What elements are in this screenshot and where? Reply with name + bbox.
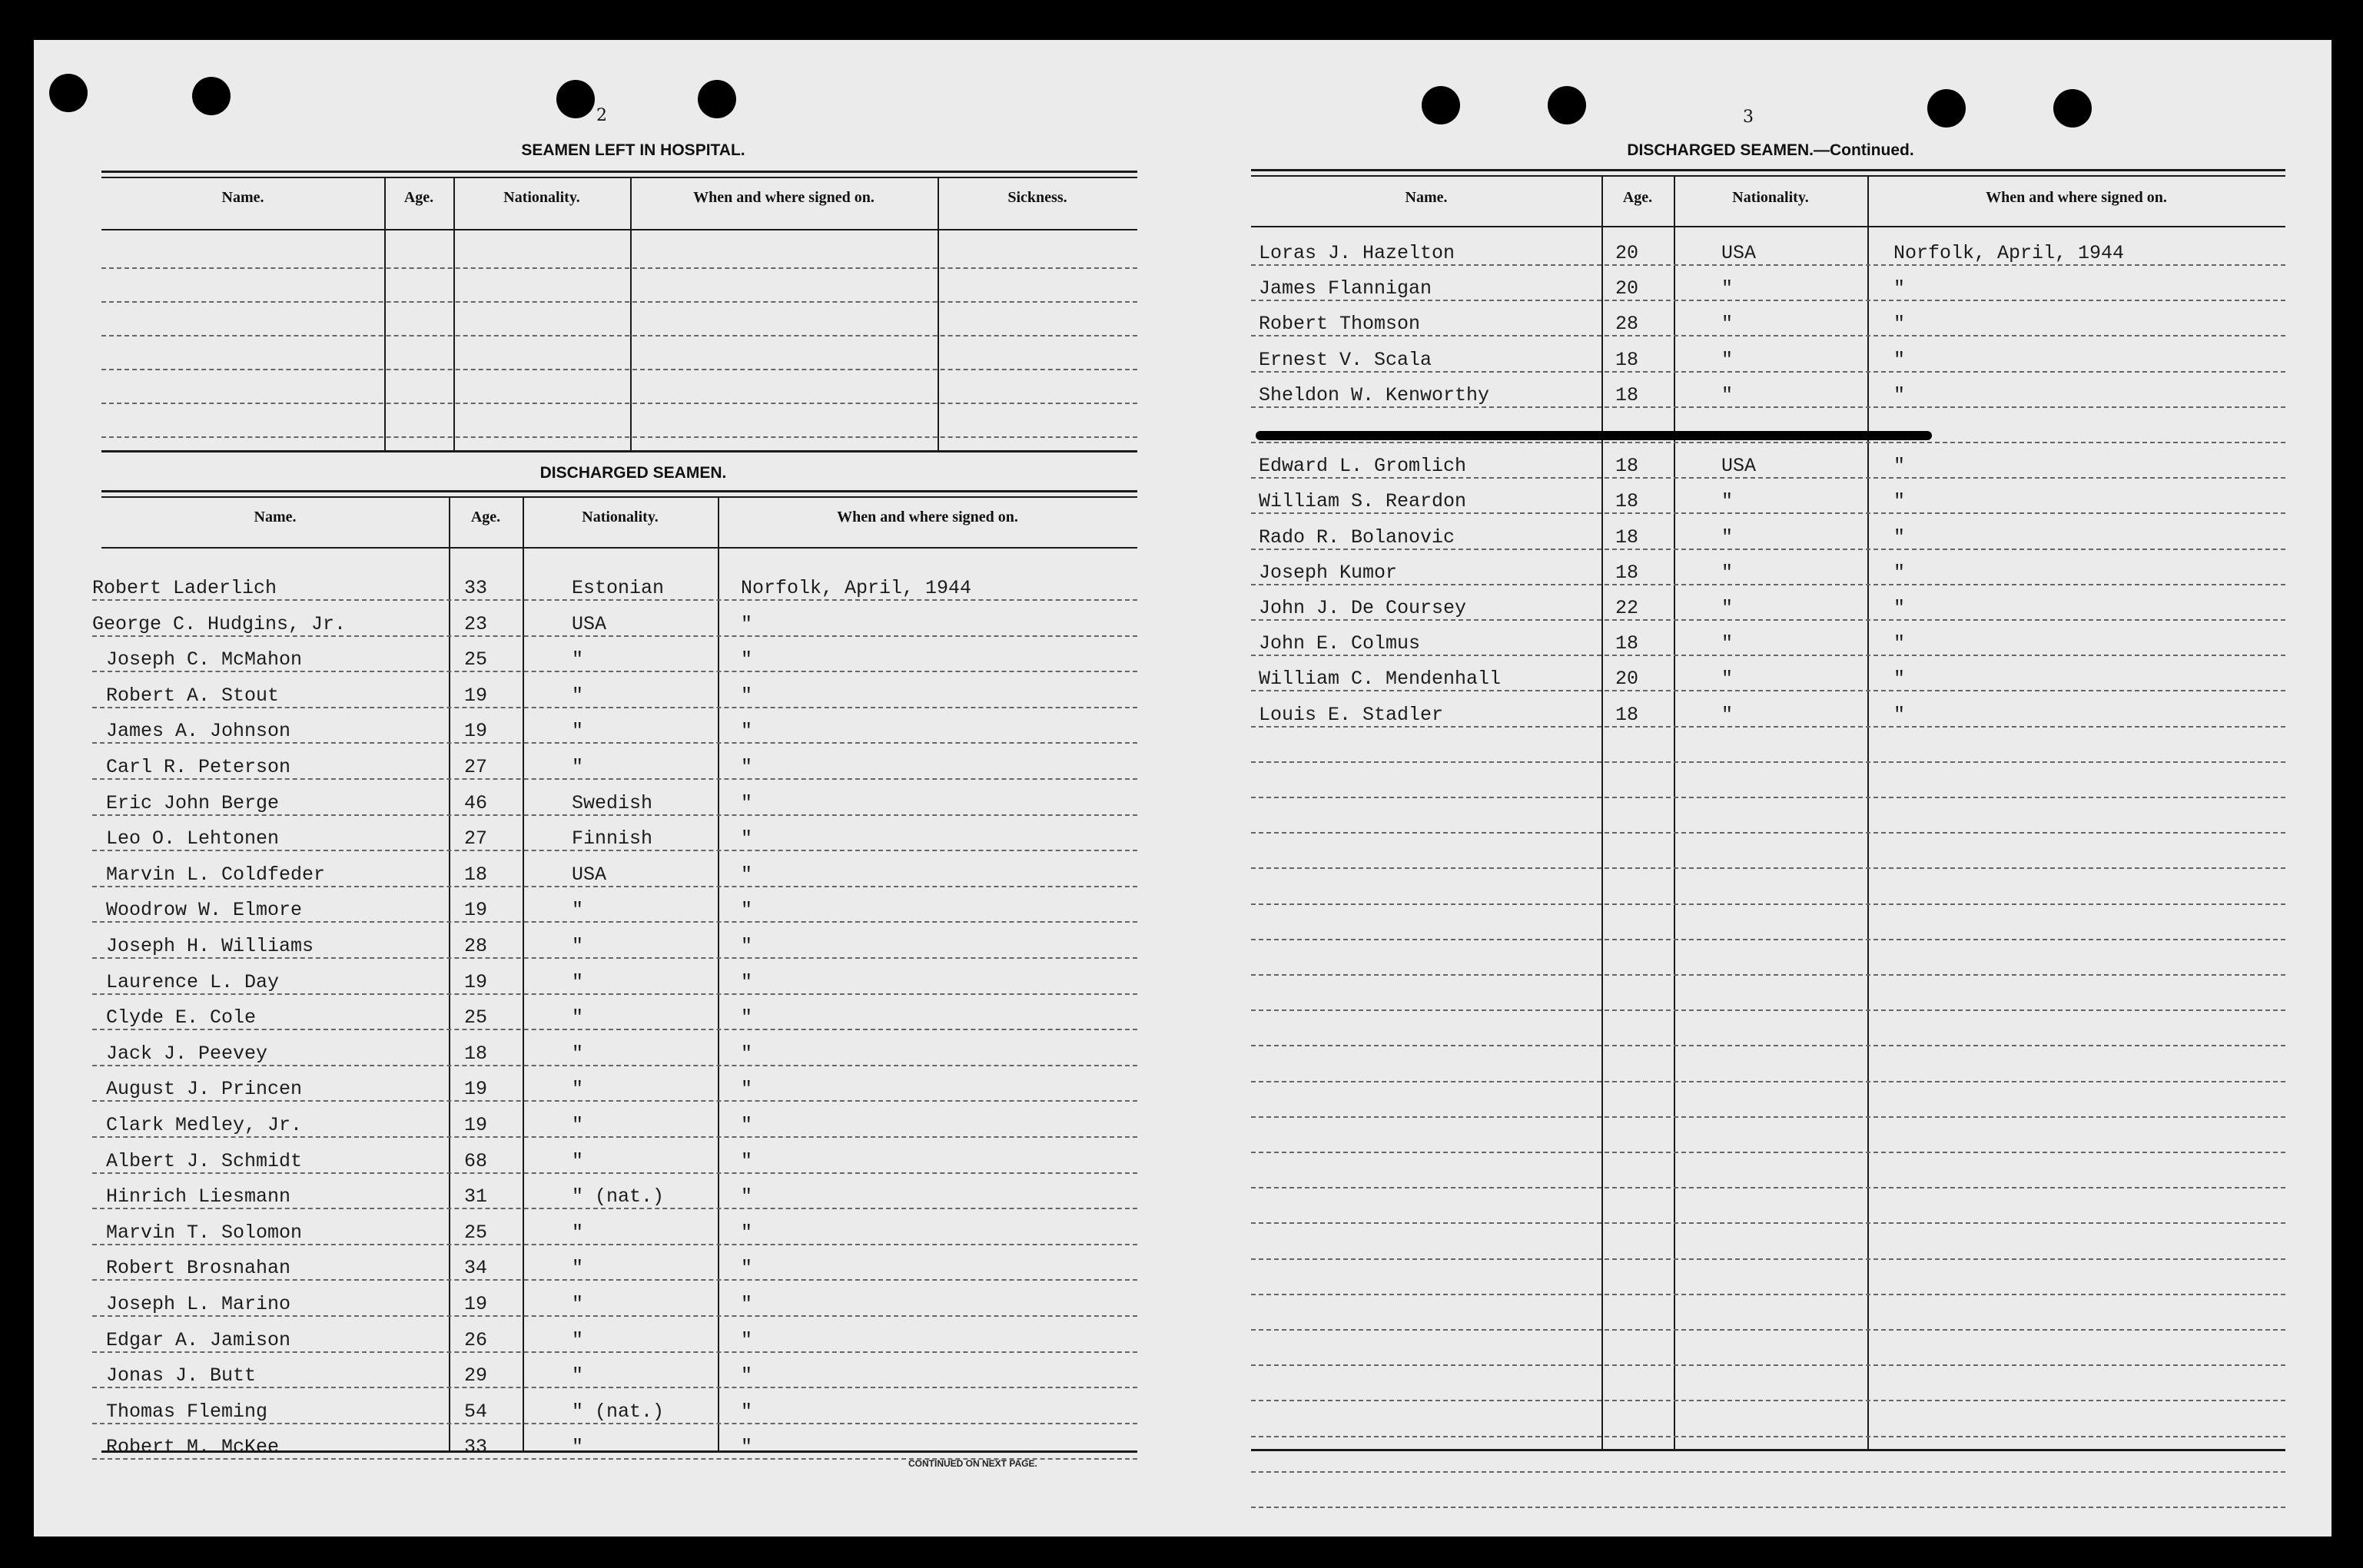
seaman-nationality: USA xyxy=(1721,242,1757,264)
seaman-nationality: " xyxy=(572,756,584,778)
row-guide-line xyxy=(1251,1152,2285,1153)
signed-on: " xyxy=(741,1293,753,1315)
row-guide-line xyxy=(1251,1116,2285,1118)
seaman-age: 68 xyxy=(464,1149,488,1172)
hospital-header-when: When and where signed on. xyxy=(693,189,875,206)
seaman-age: 25 xyxy=(464,1221,488,1244)
seaman-nationality: Swedish xyxy=(572,791,653,814)
seaman-name: Joseph L. Marino xyxy=(106,1293,291,1315)
seaman-age: 19 xyxy=(464,720,488,743)
right-header-rule xyxy=(1251,226,2285,227)
row-guide-line xyxy=(101,436,1137,438)
seaman-nationality: " xyxy=(572,970,584,993)
column-divider xyxy=(938,177,939,450)
seaman-name: Albert J. Schmidt xyxy=(106,1149,303,1172)
signed-on: " xyxy=(741,1185,753,1208)
signed-on: " xyxy=(1893,348,1906,371)
right-top-rule-2 xyxy=(1251,175,2285,177)
seaman-name: Clark Medley, Jr. xyxy=(106,1114,303,1136)
discharged-header-when: When and where signed on. xyxy=(837,509,1018,525)
row-guide-line xyxy=(1251,690,2285,691)
signed-on: " xyxy=(741,1078,753,1101)
seaman-name: Marvin L. Coldfeder xyxy=(106,863,326,886)
signed-on: " xyxy=(1893,561,1906,584)
row-guide-line xyxy=(1251,1222,2285,1224)
column-divider xyxy=(453,177,455,450)
row-guide-line xyxy=(92,1065,1137,1066)
seaman-nationality: USA xyxy=(572,612,607,635)
signed-on: " xyxy=(741,1436,753,1459)
row-guide-line xyxy=(92,814,1137,816)
seaman-name: Jonas J. Butt xyxy=(106,1364,257,1387)
seaman-name: Laurence L. Day xyxy=(106,970,280,993)
row-guide-line xyxy=(92,1172,1137,1174)
punch-hole xyxy=(698,80,736,118)
continued-note: CONTINUED ON NEXT PAGE. xyxy=(908,1458,1037,1469)
seaman-name: Robert A. Stout xyxy=(106,684,280,707)
seaman-name: Joseph H. Williams xyxy=(106,935,314,957)
seaman-nationality: " xyxy=(1721,597,1734,619)
seaman-age: 33 xyxy=(464,577,488,599)
seaman-name: Clyde E. Cole xyxy=(106,1006,257,1029)
seaman-name: Jack J. Peevey xyxy=(106,1042,268,1065)
seaman-name: Louis E. Stadler xyxy=(1259,703,1444,726)
row-guide-line xyxy=(92,957,1137,959)
seaman-nationality: USA xyxy=(1721,455,1757,478)
continued-section-title: DISCHARGED SEAMEN.—Continued. xyxy=(1627,141,1914,159)
paper-sheet xyxy=(34,40,2331,1537)
seaman-name: James A. Johnson xyxy=(106,720,291,743)
seaman-age: 19 xyxy=(464,1114,488,1136)
seaman-age: 34 xyxy=(464,1257,488,1280)
seaman-age: 18 xyxy=(1615,561,1639,584)
punch-hole xyxy=(556,80,595,118)
row-guide-line xyxy=(1251,264,2285,266)
seaman-age: 18 xyxy=(464,863,488,886)
seaman-nationality: USA xyxy=(572,863,607,886)
row-guide-line xyxy=(92,1208,1137,1209)
seaman-nationality: Estonian xyxy=(572,577,665,599)
row-guide-line xyxy=(92,742,1137,744)
row-guide-line xyxy=(92,671,1137,672)
seaman-name: Rado R. Bolanovic xyxy=(1259,525,1455,549)
row-guide-line xyxy=(1251,1507,2285,1508)
discharged-header-name: Name. xyxy=(254,509,297,525)
seaman-name: John E. Colmus xyxy=(1259,632,1421,655)
seaman-name: Robert Thomson xyxy=(1259,313,1421,336)
seaman-name: Robert M. McKee xyxy=(106,1436,280,1459)
signed-on: " xyxy=(741,720,753,743)
hospital-bottom-rule xyxy=(101,450,1137,452)
row-guide-line xyxy=(92,599,1137,601)
row-guide-line xyxy=(1251,442,2285,443)
row-guide-line xyxy=(1251,1009,2285,1011)
seaman-nationality: " xyxy=(1721,348,1734,371)
row-guide-line xyxy=(101,267,1137,269)
seaman-name: August J. Princen xyxy=(106,1078,303,1101)
hospital-header-nationality: Nationality. xyxy=(503,189,580,206)
signed-on: " xyxy=(741,612,753,635)
seaman-age: 26 xyxy=(464,1328,488,1351)
signed-on: " xyxy=(741,1221,753,1244)
seaman-nationality: " xyxy=(572,899,584,922)
seaman-nationality: " xyxy=(572,684,584,707)
column-divider xyxy=(384,177,386,450)
hospital-header-age: Age. xyxy=(403,189,434,206)
seaman-age: 18 xyxy=(464,1042,488,1065)
seaman-name: Joseph Kumor xyxy=(1259,561,1398,584)
seaman-name: Sheldon W. Kenworthy xyxy=(1259,383,1490,406)
discharged-top-rule xyxy=(101,490,1137,492)
page-number-right: 3 xyxy=(1743,108,1754,127)
punch-hole xyxy=(2053,89,2092,128)
signed-on: " xyxy=(741,1257,753,1280)
row-guide-line xyxy=(1251,1471,2285,1473)
seaman-age: 19 xyxy=(464,899,488,922)
seaman-age: 28 xyxy=(464,935,488,957)
seaman-age: 18 xyxy=(1615,703,1639,726)
seaman-name: Robert Brosnahan xyxy=(106,1257,291,1280)
signed-on: Norfolk, April, 1944 xyxy=(741,577,972,599)
row-guide-line xyxy=(92,1100,1137,1102)
discharged-section-title: DISCHARGED SEAMEN. xyxy=(539,464,727,482)
seaman-age: 33 xyxy=(464,1436,488,1459)
row-guide-line xyxy=(1251,300,2285,301)
seaman-name: James Flannigan xyxy=(1259,277,1432,300)
row-guide-line xyxy=(92,1351,1137,1353)
page-number-left: 2 xyxy=(596,106,607,125)
seaman-name: William C. Mendenhall xyxy=(1259,668,1502,691)
seaman-age: 20 xyxy=(1615,668,1639,691)
seaman-nationality: " xyxy=(1721,668,1734,691)
row-guide-line xyxy=(92,993,1137,995)
discharged-header-rule xyxy=(101,547,1137,549)
row-guide-line xyxy=(92,1423,1137,1424)
seaman-nationality: " xyxy=(1721,490,1734,513)
seaman-nationality: " xyxy=(572,1114,584,1136)
right-top-rule xyxy=(1251,169,2285,171)
row-guide-line xyxy=(1251,549,2285,550)
seaman-age: 19 xyxy=(464,1293,488,1315)
signed-on: " xyxy=(741,1006,753,1029)
seaman-age: 18 xyxy=(1615,348,1639,371)
signed-on: " xyxy=(741,791,753,814)
hospital-section-title: SEAMEN LEFT IN HOSPITAL. xyxy=(521,141,745,159)
seaman-name: William S. Reardon xyxy=(1259,490,1467,513)
seaman-name: Woodrow W. Elmore xyxy=(106,899,303,922)
seaman-age: 19 xyxy=(464,684,488,707)
seaman-age: 20 xyxy=(1615,242,1639,264)
seaman-name: Marvin T. Solomon xyxy=(106,1221,303,1244)
row-guide-line xyxy=(1251,1187,2285,1188)
row-guide-line xyxy=(1251,1364,2285,1366)
row-guide-line xyxy=(1251,903,2285,905)
row-guide-line xyxy=(92,921,1137,923)
row-guide-line xyxy=(1251,477,2285,479)
signed-on: " xyxy=(1893,703,1906,726)
seaman-nationality: " xyxy=(572,1042,584,1065)
row-guide-line xyxy=(92,1387,1137,1388)
discharged-header-age: Age. xyxy=(470,509,501,525)
seaman-age: 29 xyxy=(464,1364,488,1387)
signed-on: " xyxy=(1893,277,1906,300)
row-guide-line xyxy=(1251,655,2285,656)
right-header-name: Name. xyxy=(1405,189,1448,206)
seaman-nationality: Finnish xyxy=(572,827,653,850)
signed-on: " xyxy=(741,827,753,850)
seaman-nationality: " xyxy=(572,720,584,743)
row-guide-line xyxy=(92,886,1137,887)
seaman-name: Edgar A. Jamison xyxy=(106,1328,291,1351)
seaman-nationality: " (nat.) xyxy=(572,1400,665,1423)
seaman-nationality: " xyxy=(1721,383,1734,406)
row-guide-line xyxy=(92,1244,1137,1245)
seaman-age: 22 xyxy=(1615,597,1639,619)
row-guide-line xyxy=(101,335,1137,336)
signed-on: Norfolk, April, 1944 xyxy=(1893,242,2125,264)
seaman-age: 31 xyxy=(464,1185,488,1208)
row-guide-line xyxy=(1251,1258,2285,1260)
row-guide-line xyxy=(1251,867,2285,869)
row-guide-line xyxy=(92,850,1137,851)
seaman-nationality: " xyxy=(1721,525,1734,549)
seaman-nationality: " xyxy=(1721,277,1734,300)
punch-hole xyxy=(1927,89,1966,128)
seaman-age: 18 xyxy=(1615,525,1639,549)
row-guide-line xyxy=(101,369,1137,370)
row-guide-line xyxy=(1251,1294,2285,1295)
seaman-nationality: " xyxy=(572,1436,584,1459)
signed-on: " xyxy=(741,1149,753,1172)
punch-hole xyxy=(49,74,88,112)
row-guide-line xyxy=(92,1029,1137,1030)
signed-on: " xyxy=(741,756,753,778)
seaman-name: Thomas Fleming xyxy=(106,1400,268,1423)
signed-on: " xyxy=(741,1328,753,1351)
right-header-nationality: Nationality. xyxy=(1732,189,1809,206)
seaman-name: Joseph C. McMahon xyxy=(106,648,303,671)
discharged-header-nationality: Nationality. xyxy=(582,509,659,525)
row-guide-line xyxy=(1251,1081,2285,1082)
row-guide-line xyxy=(1251,584,2285,585)
seaman-nationality: " xyxy=(572,648,584,671)
row-guide-line xyxy=(1251,974,2285,976)
seaman-age: 23 xyxy=(464,612,488,635)
row-guide-line xyxy=(92,635,1137,637)
seaman-nationality: " xyxy=(1721,632,1734,655)
seaman-name: Edward L. Gromlich xyxy=(1259,455,1467,478)
hospital-header-name: Name. xyxy=(221,189,264,206)
seaman-age: 54 xyxy=(464,1400,488,1423)
signed-on: " xyxy=(741,648,753,671)
seaman-name: Ernest V. Scala xyxy=(1259,348,1432,371)
column-divider xyxy=(718,496,719,1450)
seaman-nationality: " xyxy=(1721,313,1734,336)
seaman-name: Carl R. Peterson xyxy=(106,756,291,778)
signed-on: " xyxy=(741,863,753,886)
hospital-top-rule-2 xyxy=(101,177,1137,178)
punch-hole xyxy=(192,77,231,115)
seaman-nationality: " xyxy=(572,1293,584,1315)
row-guide-line xyxy=(92,1279,1137,1281)
punch-hole xyxy=(1548,86,1586,124)
seaman-age: 18 xyxy=(1615,383,1639,406)
row-guide-line xyxy=(1251,371,2285,373)
right-header-age: Age. xyxy=(1622,189,1653,206)
seaman-name: Loras J. Hazelton xyxy=(1259,242,1455,264)
column-divider xyxy=(630,177,632,450)
seaman-nationality: " xyxy=(572,1221,584,1244)
signed-on: " xyxy=(1893,455,1906,478)
seaman-age: 18 xyxy=(1615,455,1639,478)
row-guide-line xyxy=(92,778,1137,780)
row-guide-line xyxy=(1251,1436,2285,1437)
right-bottom-rule xyxy=(1251,1449,2285,1451)
signed-on: " xyxy=(741,1400,753,1423)
row-guide-line xyxy=(92,1315,1137,1317)
row-guide-line xyxy=(1251,832,2285,834)
seaman-nationality: " xyxy=(1721,703,1734,726)
signed-on: " xyxy=(1893,313,1906,336)
signed-on: " xyxy=(741,1042,753,1065)
seaman-age: 46 xyxy=(464,791,488,814)
seaman-nationality: " xyxy=(572,1364,584,1387)
seaman-name: Robert Laderlich xyxy=(92,577,277,599)
seaman-age: 19 xyxy=(464,1078,488,1101)
seaman-nationality: " xyxy=(572,1257,584,1280)
seaman-nationality: " xyxy=(572,1328,584,1351)
struck-out-entry xyxy=(1256,431,1932,440)
right-header-when: When and where signed on. xyxy=(1986,189,2167,206)
signed-on: " xyxy=(741,935,753,957)
seaman-name: Eric John Berge xyxy=(106,791,280,814)
seaman-name: Hinrich Liesmann xyxy=(106,1185,291,1208)
hospital-header-sickness: Sickness. xyxy=(1007,189,1067,206)
row-guide-line xyxy=(1251,761,2285,763)
seaman-nationality: " xyxy=(572,1149,584,1172)
row-guide-line xyxy=(1251,797,2285,798)
signed-on: " xyxy=(1893,668,1906,691)
signed-on: " xyxy=(1893,525,1906,549)
column-divider xyxy=(449,496,450,1450)
signed-on: " xyxy=(741,1364,753,1387)
row-guide-line xyxy=(1251,619,2285,621)
seaman-age: 18 xyxy=(1615,490,1639,513)
seaman-nationality: " xyxy=(1721,561,1734,584)
signed-on: " xyxy=(741,684,753,707)
seaman-age: 20 xyxy=(1615,277,1639,300)
seaman-age: 25 xyxy=(464,1006,488,1029)
signed-on: " xyxy=(741,1114,753,1136)
row-guide-line xyxy=(92,707,1137,708)
row-guide-line xyxy=(1251,1045,2285,1046)
punch-hole xyxy=(1422,86,1460,124)
signed-on: " xyxy=(1893,490,1906,513)
row-guide-line xyxy=(101,301,1137,303)
seaman-nationality: " xyxy=(572,1078,584,1101)
row-guide-line xyxy=(1251,939,2285,940)
signed-on: " xyxy=(1893,383,1906,406)
row-guide-line xyxy=(92,1136,1137,1138)
seaman-name: George C. Hudgins, Jr. xyxy=(92,612,347,635)
hospital-top-rule xyxy=(101,171,1137,173)
column-divider xyxy=(523,496,524,1450)
row-guide-line xyxy=(1251,726,2285,728)
row-guide-line xyxy=(1251,512,2285,514)
seaman-name: Leo O. Lehtonen xyxy=(106,827,280,850)
signed-on: " xyxy=(1893,632,1906,655)
seaman-nationality: " xyxy=(572,1006,584,1029)
hospital-header-rule xyxy=(101,229,1137,230)
row-guide-line xyxy=(1251,406,2285,408)
discharged-bottom-rule xyxy=(101,1450,1137,1453)
seaman-age: 28 xyxy=(1615,313,1639,336)
row-guide-line xyxy=(1251,335,2285,336)
signed-on: " xyxy=(741,970,753,993)
seaman-age: 19 xyxy=(464,970,488,993)
seaman-age: 18 xyxy=(1615,632,1639,655)
discharged-top-rule-2 xyxy=(101,496,1137,498)
row-guide-line xyxy=(1251,1400,2285,1401)
seaman-name: John J. De Coursey xyxy=(1259,597,1467,619)
row-guide-line xyxy=(1251,1329,2285,1331)
seaman-age: 25 xyxy=(464,648,488,671)
row-guide-line xyxy=(101,403,1137,404)
seaman-age: 27 xyxy=(464,827,488,850)
seaman-age: 27 xyxy=(464,756,488,778)
seaman-nationality: " (nat.) xyxy=(572,1185,665,1208)
signed-on: " xyxy=(1893,597,1906,619)
signed-on: " xyxy=(741,899,753,922)
seaman-nationality: " xyxy=(572,935,584,957)
